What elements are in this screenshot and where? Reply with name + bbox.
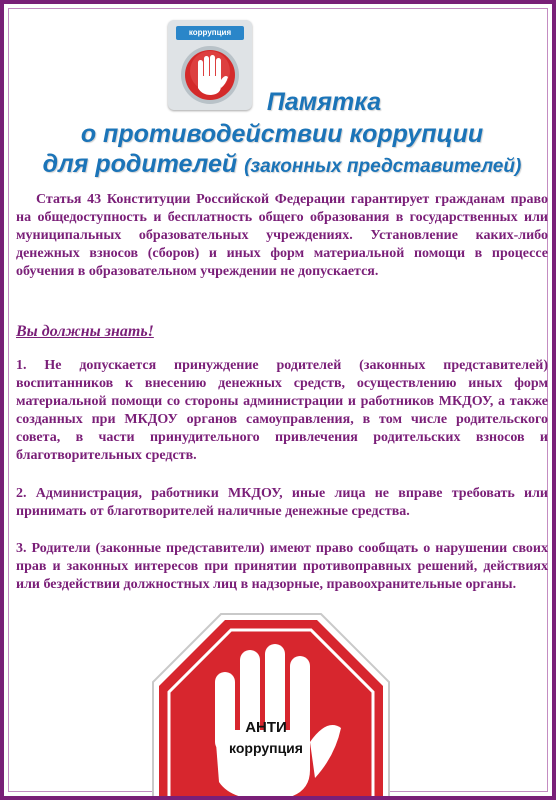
- icon-banner-text: коррупция: [188, 28, 232, 37]
- icon-banner: [176, 26, 244, 40]
- point-2: 2. Администрация, работники МКДОУ, иные лица не вправе требовать или принимать от благотворителей наличные денежные средства.: [16, 486, 548, 519]
- stop-sign-text-1: АНТИ: [245, 719, 287, 736]
- title-line-3-main: для родителей: [42, 150, 238, 178]
- title-line-3: [4, 150, 556, 179]
- stop-sign-text-2: коррупция: [229, 740, 303, 756]
- section-heading: Вы должны знать!: [16, 323, 154, 340]
- point-3: 3. Родители (законные представители) имеют право сообщать о нарушении своих прав и законных интересов при принятии противоправных решений, действиях или бездействии должностных лиц в надзорные, правоохранительные органы.: [16, 541, 548, 592]
- intro-paragraph: Статья 43 Конституции Российской Федерации гарантирует гражданам право на общедоступность и бесплатность общего образования в государственных или муниципальных образовательных учреждениях. Установление каких-либо денежных взносов (сборов) и иных форм материальной помощи в процессе обучения в образовательном учреждении не допускается.: [16, 192, 548, 279]
- title-line-2: о противодействии коррупции: [80, 120, 484, 148]
- title-line-1: Памятка: [266, 88, 382, 116]
- point-1: 1. Не допускается принуждение родителей (законных представителей) воспитанников к внесению денежных средств, осуществлению иных форм материальной помощи со стороны администрации и работников МКДОУ, а также созданных при МКДОУ органов самоуправления, в том числе родительского совета, в части принудительного привлечения родительских взносов и благотворительных средств.: [16, 358, 548, 463]
- anti-corruption-stop-sign: [149, 610, 393, 800]
- title-line-3-sub: (законных представителей): [244, 156, 522, 177]
